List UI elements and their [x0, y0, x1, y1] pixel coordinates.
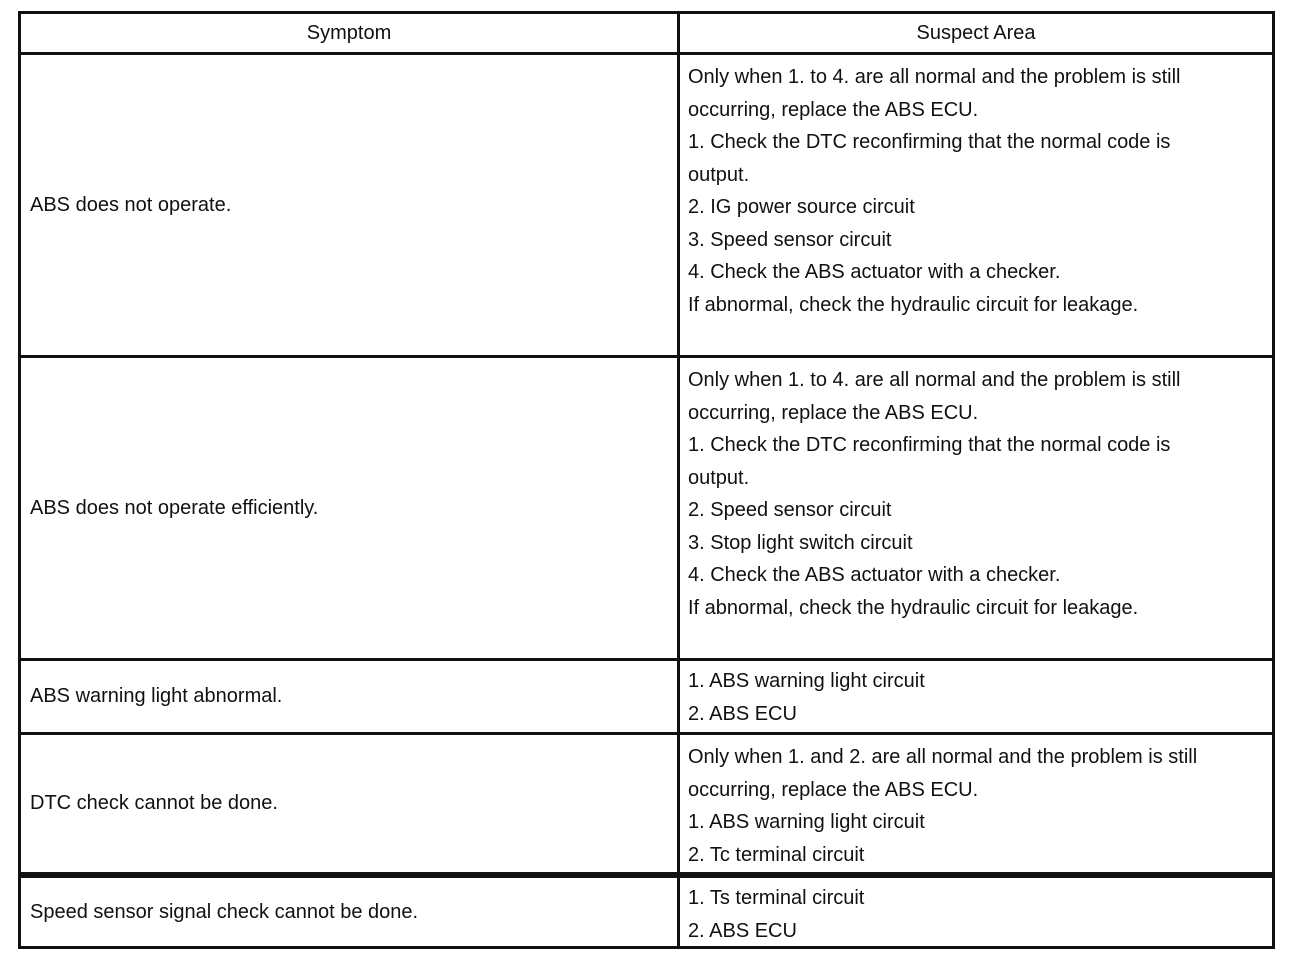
suspect-line: 4. Check the ABS actuator with a checker.	[688, 261, 1061, 283]
suspect-area-cell	[680, 878, 1272, 946]
table-row	[21, 872, 1272, 946]
troubleshooting-table	[18, 11, 1275, 949]
suspect-line: 1. ABS warning light circuit	[688, 811, 925, 833]
suspect-line: 2. Speed sensor circuit	[688, 499, 892, 521]
symptom-cell	[21, 735, 680, 872]
suspect-area-cell	[680, 735, 1272, 872]
table-header-row	[21, 14, 1272, 52]
suspect-area-cell	[680, 358, 1272, 658]
suspect-line: occurring, replace the ABS ECU.	[688, 98, 979, 121]
suspect-line: 1. ABS warning light circuit	[688, 670, 925, 692]
suspect-line: Only when 1. and 2. are all normal and the problem is still	[688, 746, 1198, 768]
suspect-line: 1. Check the DTC reconfirming that the normal code is	[688, 131, 1171, 153]
symptom-cell	[21, 661, 680, 732]
suspect-line: occurring, replace the ABS ECU.	[688, 778, 979, 801]
suspect-line: 2. Tc terminal circuit	[688, 843, 865, 866]
symptom-text: ABS does not operate efficiently.	[30, 496, 319, 519]
suspect-line: output.	[688, 466, 750, 489]
suspect-area-cell	[680, 661, 1272, 732]
suspect-line: output.	[688, 163, 750, 186]
symptom-text: Speed sensor signal check cannot be done.	[30, 900, 419, 923]
suspect-line: 1. Ts terminal circuit	[688, 887, 865, 909]
suspect-line: 3. Stop light switch circuit	[688, 531, 913, 554]
suspect-line: 2. ABS ECU	[688, 702, 797, 725]
suspect-line: 3. Speed sensor circuit	[688, 228, 892, 251]
symptom-cell	[21, 55, 680, 355]
table-row	[21, 52, 1272, 355]
header-suspect-area: Suspect Area	[916, 22, 1036, 44]
symptom-text: DTC check cannot be done.	[30, 792, 278, 815]
table-row	[21, 732, 1272, 872]
suspect-line: 2. ABS ECU	[688, 919, 797, 942]
suspect-line: Only when 1. to 4. are all normal and the problem is still	[688, 66, 1181, 88]
header-symptom: Symptom	[21, 14, 680, 52]
symptom-cell	[21, 358, 680, 658]
symptom-cell	[21, 878, 680, 946]
symptom-text: ABS does not operate.	[30, 193, 232, 216]
suspect-line: If abnormal, check the hydraulic circuit for leakage.	[688, 596, 1139, 619]
symptom-text: ABS warning light abnormal.	[30, 685, 283, 708]
table-row	[21, 658, 1272, 732]
suspect-area-cell	[680, 55, 1272, 355]
suspect-line: 1. Check the DTC reconfirming that the normal code is	[688, 434, 1171, 456]
suspect-line: occurring, replace the ABS ECU.	[688, 401, 979, 424]
suspect-line: 2. IG power source circuit	[688, 196, 915, 218]
suspect-line: If abnormal, check the hydraulic circuit for leakage.	[688, 293, 1139, 316]
suspect-line: Only when 1. to 4. are all normal and the problem is still	[688, 369, 1181, 391]
suspect-line: 4. Check the ABS actuator with a checker.	[688, 564, 1061, 586]
table-row	[21, 355, 1272, 658]
